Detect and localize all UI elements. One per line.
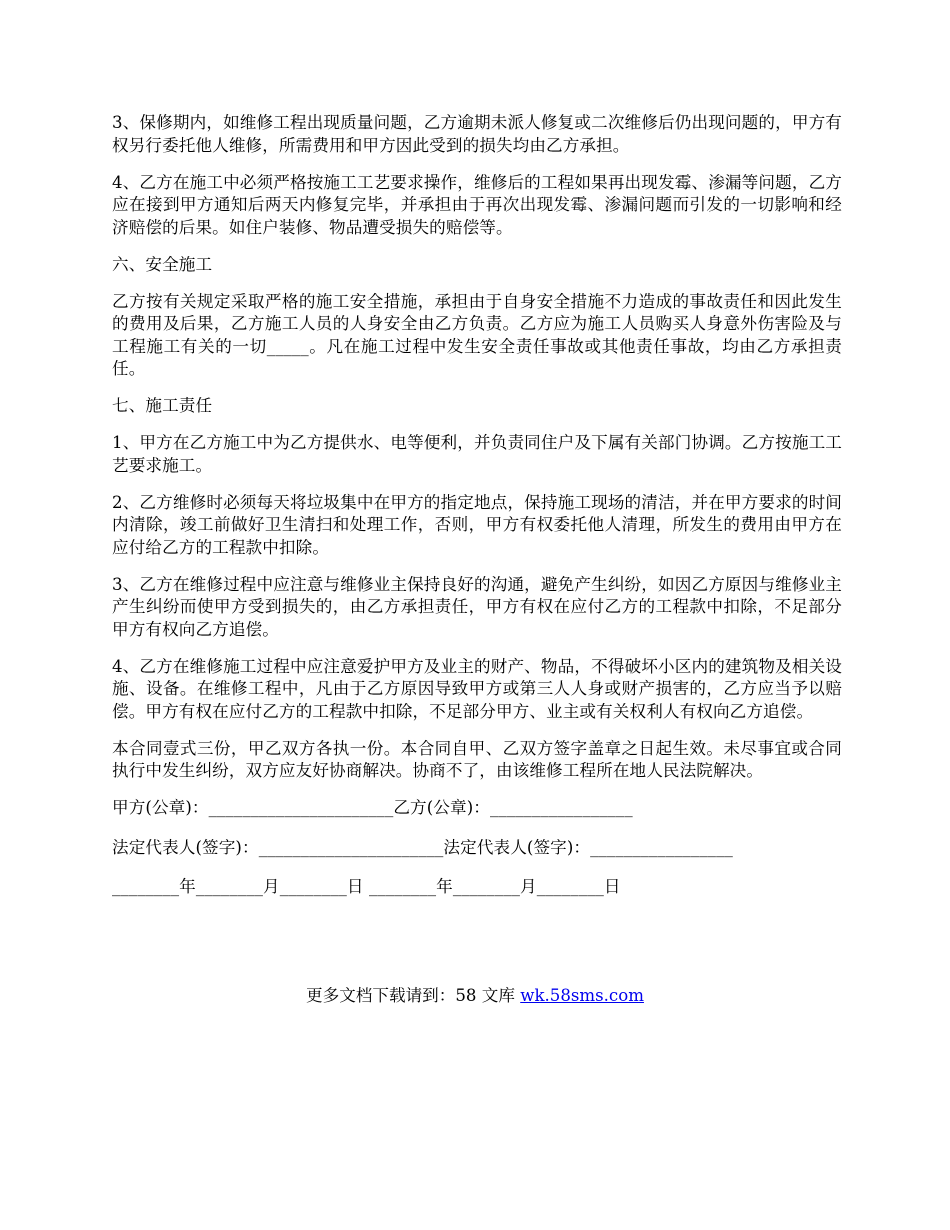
closing-paragraph: 本合同壹式三份，甲乙双方各执一份。本合同自甲、乙双方签字盖章之日起生效。未尽事宜或合同执行中发生纠纷，双方应友好协商解决。协商不了，由该维修工程所在地人民法院解决。 xyxy=(112,738,842,780)
clause-paragraph: 3、乙方在维修过程中应注意与维修业主保持良好的沟通，避免产生纠纷，如因乙方原因与维修业主产生纠纷而使甲方受到损失的，由乙方承担责任，甲方有权在应付乙方的工程款中扣除，不足部分甲方有权向乙方追偿。 xyxy=(112,574,842,639)
signature-representative-line: 法定代表人(签字)：______________________法定代表人(签字)：_________________ xyxy=(112,837,733,857)
section-heading: 七、施工责任 xyxy=(112,396,213,415)
clause-paragraph: 乙方按有关规定采取严格的施工安全措施，承担由于自身安全措施不力造成的事故责任和因此发生的费用及后果，乙方施工人员的人身安全由乙方负责。乙方应为施工人员购买人身意外伤害险及与工程施工有关的一切_____。凡在施工过程中发生安全责任事故或其他责任事故，均由乙方承担责任。 xyxy=(112,291,842,378)
footer-link[interactable]: wk.58sms.com xyxy=(520,986,644,1005)
clause-paragraph: 4、乙方在施工中必须严格按施工工艺要求操作，维修后的工程如果再出现发霉、渗漏等问题，乙方应在接到甲方通知后两天内修复完毕，并承担由于再次出现发霉、渗漏问题而引发的一切影响和经济赔偿的后果。如住户装修、物品遭受损失的赔偿等。 xyxy=(112,172,842,237)
clause-paragraph: 2、乙方维修时必须每天将垃圾集中在甲方的指定地点，保持施工现场的清洁，并在甲方要求的时间内清除，竣工前做好卫生清扫和处理工作，否则，甲方有权委托他人清理，所发生的费用由甲方在应付给乙方的工程款中扣除。 xyxy=(112,492,842,557)
download-footer xyxy=(0,985,950,1007)
signature-date-line: ________年________月________日 ________年________月________日 xyxy=(112,877,621,896)
section-heading: 六、安全施工 xyxy=(112,254,213,274)
clause-paragraph: 3、保修期内，如维修工程出现质量问题，乙方逾期未派人修复或二次维修后仍出现问题的，甲方有权另行委托他人维修，所需费用和甲方因此受到的损失均由乙方承担。 xyxy=(112,113,842,155)
footer-text: 更多文档下载请到：58 文库 xyxy=(306,986,521,1005)
signature-seal-line: 甲方(公章)：______________________乙方(公章)：_________________ xyxy=(112,798,633,817)
clause-paragraph: 1、甲方在乙方施工中为乙方提供水、电等便利，并负责同住户及下属有关部门协调。乙方按施工工艺要求施工。 xyxy=(112,433,842,475)
document-body xyxy=(112,112,842,899)
clause-paragraph: 4、乙方在维修施工过程中应注意爱护甲方及业主的财产、物品，不得破坏小区内的建筑物及相关设施、设备。在维修工程中，凡由于乙方原因导致甲方或第三人人身或财产损害的，乙方应当予以赔偿。甲方有权在应付乙方的工程款中扣除，不足部分甲方、业主或有关权利人有权向乙方追偿。 xyxy=(112,656,842,721)
